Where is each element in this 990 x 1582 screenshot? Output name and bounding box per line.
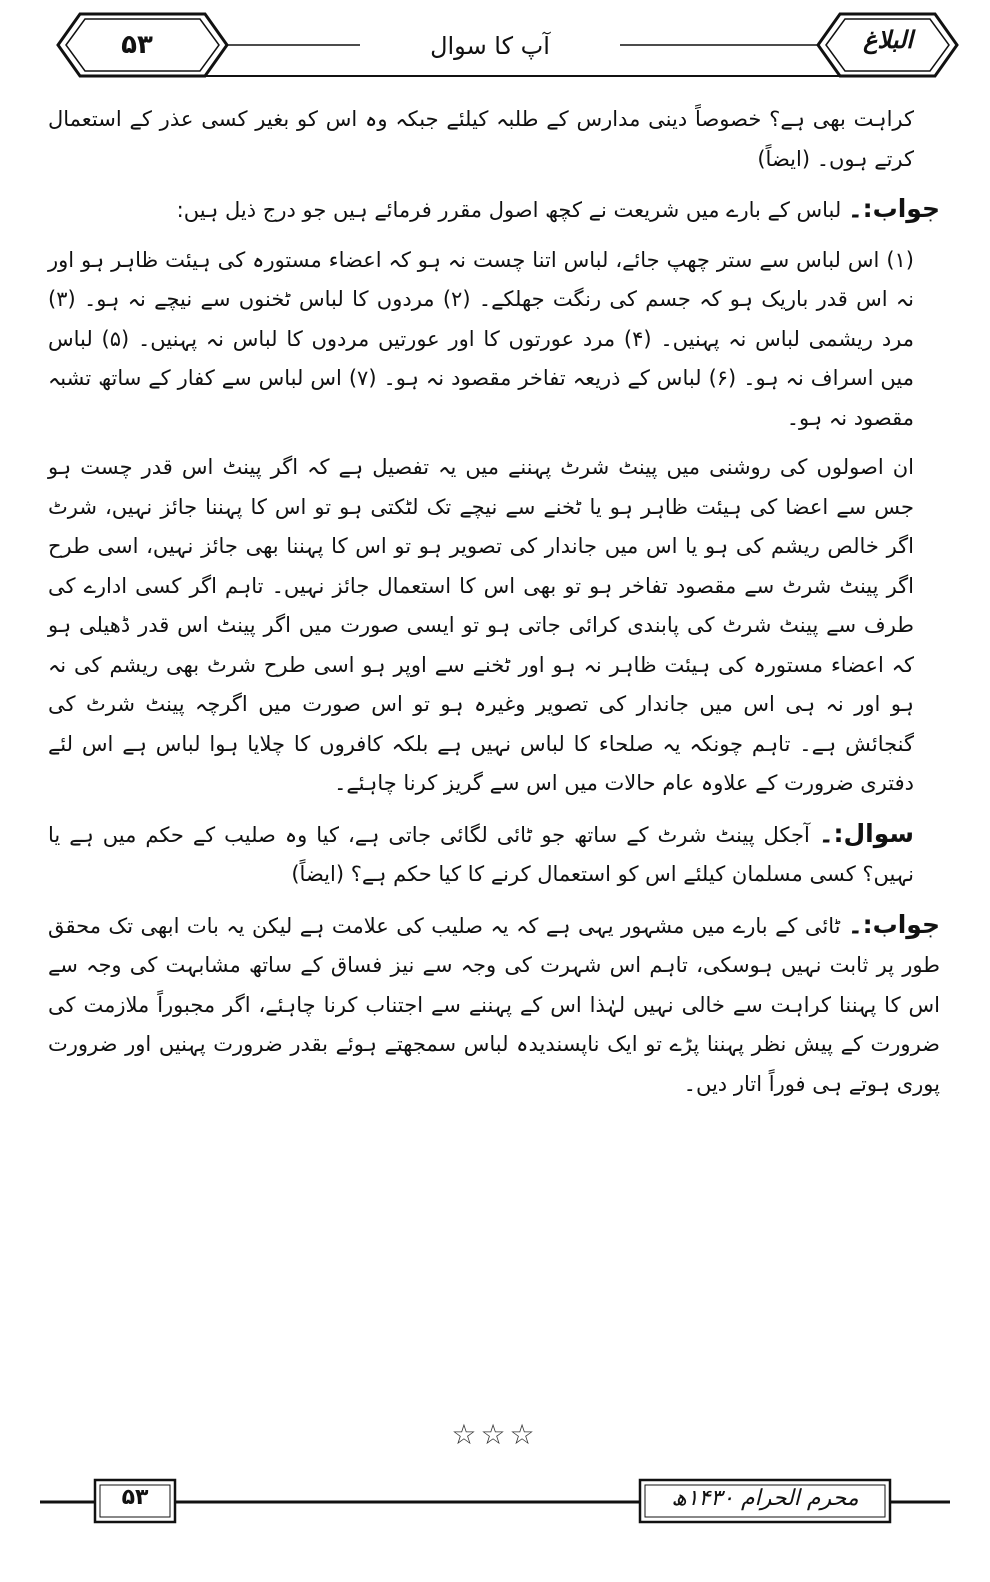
article-body: [48, 100, 940, 1114]
answer-details: ان اصولوں کی روشنی میں پینٹ شرٹ پہننے میں یہ تفصیل ہے کہ اگر پینٹ اس قدر چست ہو جس سے اعضا کی ہیئت ظاہر ہو یا ٹخنے سے نیچے تک لٹکتی ہو تو اس کا پہننا جائز نہیں، شرٹ اگر خالص ریشم کی ہو یا اس میں جاندار کی تصویر ہو تو اس کا پہننا بھی جائز نہیں، اسی طرح اگر پینٹ شرٹ سے مقصود تفاخر ہو تو بھی اس کا استعمال جائز نہیں۔ تاہم اگر کسی ادارے کی طرف سے پینٹ شرٹ کی پابندی کرائی جاتی ہو تو ایسی صورت میں اگر پینٹ اس قدر ڈھیلی ہو کہ اعضاء مستورہ کی ہیئت ظاہر نہ ہو اور ٹخنے سے اوپر ہو اسی طرح شرٹ بھی ریشم کی نہ ہو اور نہ ہی اس میں جاندار کی تصویر وغیرہ ہو تو اس صورت میں اگرچہ پینٹ شرٹ کی گنجائش ہے۔ تاہم چونکہ یہ صلحاء کا لباس نہیں ہے بلکہ کافروں کا چلایا ہوا لباس ہے اس لئے دفتری ضرورت کے علاوہ عام حالات میں اس سے گریز کرنا چاہئے۔: [48, 455, 914, 795]
question-continuation: کراہت بھی ہے؟ خصوصاً دینی مدارس کے طلبہ کیلئے جبکہ وہ اس کو بغیر کسی عذر کے استعمال کرتے ہوں۔ (ایضاً): [48, 107, 914, 171]
principles-list: (۱) اس لباس سے ستر چھپ جائے، لباس اتنا چست نہ ہو کہ اعضاء مستورہ کی ہیئت ظاہر ہو اور نہ اس قدر باریک ہو کہ جسم کی رنگت جھلکے۔ (۲) مردوں کا لباس ٹخنوں سے نیچے نہ ہو۔ (۳) مرد ریشمی لباس نہ پہنیں۔ (۴) مرد عورتوں کا اور عورتیں مردوں کا لباس نہ پہنیں۔ (۵) لباس میں اسراف نہ ہو۔ (۶) لباس کے ذریعہ تفاخر مقصود نہ ہو۔ (۷) اس لباس سے کفار کے ساتھ تشبہ مقصود نہ ہو۔: [48, 247, 915, 430]
header-page-number: ۵۳: [121, 30, 153, 60]
question-label: سوال:۔: [818, 818, 914, 848]
question-block: [48, 814, 940, 895]
section-separator: ☆☆☆: [451, 1418, 539, 1451]
issue-date: محرم الحرام ۱۴۳۰ھ: [671, 1486, 859, 1511]
running-title: آپ کا سوال: [360, 32, 620, 60]
answer-label-2: جواب:۔: [847, 909, 940, 939]
answer-intro: [48, 189, 940, 231]
answer-intro-text: لباس کے بارے میں شریعت نے کچھ اصول مقرر فرمائے ہیں جو درج ذیل ہیں:: [176, 198, 842, 222]
answer-block: [48, 905, 940, 1105]
question-text: آجکل پینٹ شرٹ کے ساتھ جو ٹائی لگائی جاتی ہے، کیا وہ صلیب کے حکم میں ہے یا نہیں؟ کسی مسلمان کیلئے اس کو استعمال کرنے کا کیا حکم ہے؟ (ایضاً): [48, 822, 914, 886]
answer-text-2: ٹائی کے بارے میں مشہور یہی ہے کہ یہ صلیب کی علامت ہے لیکن یہ بات ابھی تک محقق طور پر ثابت نہیں ہوسکی، تاہم اس شہرت کی وجہ سے نیز فساق کے ساتھ مشابہت کی وجہ سے اس کا پہننا کراہت سے خالی نہیں لہٰذا اس کے پہننے سے اجتناب کرنا چاہئے، اگر مجبوراً ملازمت کی ضرورت کے پیش نظر پہننا پڑے تو ایک ناپسندیدہ لباس سمجھتے ہوئے بقدر ضرورت پہنیں اور ضرورت پوری ہوتے ہی فوراً اتار دیں۔: [48, 913, 940, 1096]
answer-label: جواب:۔: [847, 194, 940, 223]
footer-page-number: ۵۳: [121, 1485, 149, 1510]
magazine-logo: البلاغ: [863, 26, 913, 54]
